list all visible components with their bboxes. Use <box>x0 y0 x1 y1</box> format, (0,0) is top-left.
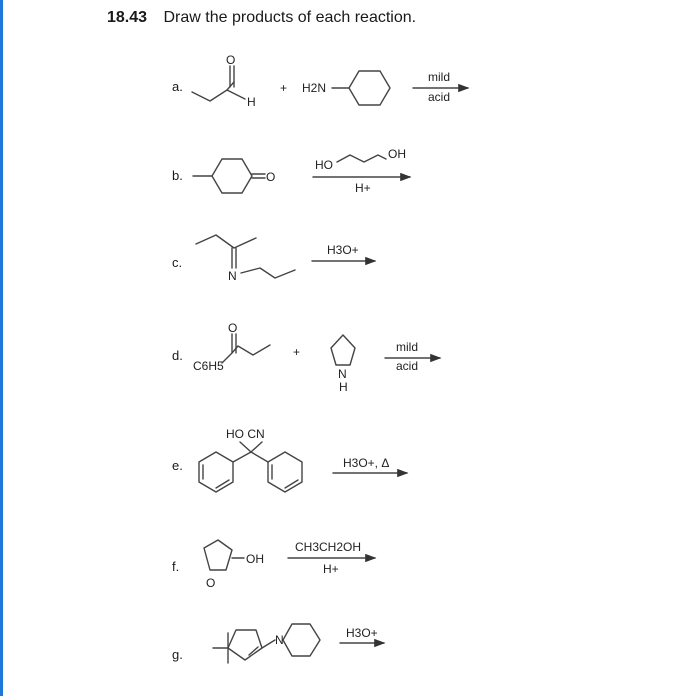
part-d-label: d. <box>172 348 183 363</box>
svg-text:O: O <box>226 53 236 67</box>
problem-title: Draw the products of each reaction. <box>163 9 417 26</box>
reagent-ethanol: CH3CH2OH <box>295 540 362 554</box>
reagent-mild-a: mild <box>428 70 451 84</box>
reagent-acid-f: H+ <box>323 562 339 576</box>
diol-ho-label: HO <box>315 158 333 172</box>
reagent-mild-d: mild <box>396 340 419 354</box>
cyanohydrin-structure <box>199 442 302 492</box>
pyrrolidine-h: H <box>339 380 348 394</box>
svg-text:O: O <box>228 321 238 335</box>
svg-text:N: N <box>228 269 237 283</box>
part-f-label: f. <box>172 559 180 574</box>
part-b-label: b. <box>172 168 183 183</box>
aldehyde-structure <box>192 53 256 109</box>
piperidine-ring <box>283 624 320 656</box>
enamine-structure <box>213 630 275 663</box>
problem-number: 18.43 <box>107 9 148 26</box>
ring-oxygen: O <box>206 576 216 590</box>
part-g-label: g. <box>172 647 183 662</box>
part-a-label: a. <box>172 79 183 94</box>
hydroxyl-label: OH <box>246 552 264 566</box>
reagent-acid-a: acid <box>428 90 451 104</box>
pyrrolidine-ring <box>331 335 355 365</box>
reagent-acid-d: acid <box>396 359 419 373</box>
ketone-structure <box>222 321 270 363</box>
pyrrolidine-n: N <box>338 367 347 381</box>
diol-oh-label: OH <box>388 147 406 161</box>
cyclohexylamine-ring <box>332 71 390 105</box>
cyclohexanone-structure <box>193 159 275 193</box>
enamine-n: N <box>275 633 284 647</box>
svg-text:O: O <box>266 170 276 184</box>
imine-structure <box>196 235 295 283</box>
reagent-e: H3O+, Δ <box>343 456 390 470</box>
reagent-acid-b: H+ <box>355 181 371 195</box>
plus-sign-a: + <box>280 81 288 95</box>
amine-label: H2N <box>302 81 327 95</box>
svg-text:H: H <box>247 95 256 109</box>
phenyl-label: C6H5 <box>193 359 224 373</box>
plus-sign-d: + <box>293 345 301 359</box>
part-c-label: c. <box>172 255 183 270</box>
hemiacetal-structure <box>204 540 244 570</box>
reagent-c: H3O+ <box>327 243 359 257</box>
part-e-label: e. <box>172 458 183 473</box>
cyanohydrin-groups: HO CN <box>226 427 265 441</box>
ethylene-glycol-chain <box>337 155 386 162</box>
reagent-g: H3O+ <box>346 626 378 640</box>
